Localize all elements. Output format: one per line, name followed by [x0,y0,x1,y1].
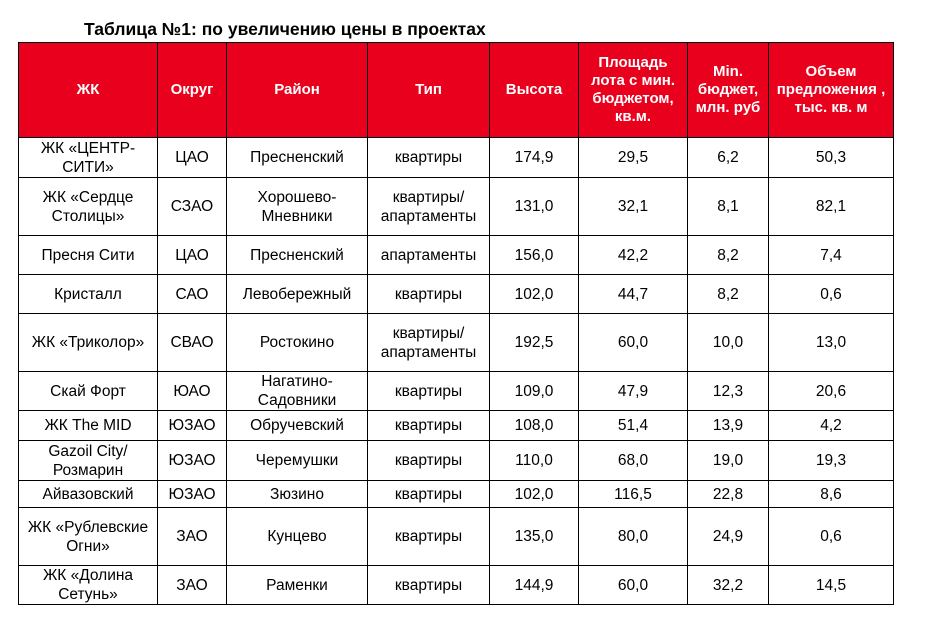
cell-min-budget: 19,0 [688,441,769,481]
cell-tip: квартиры [368,138,490,178]
cell-rayon: Левобережный [227,275,368,314]
cell-tip: квартиры [368,411,490,441]
cell-okrug: ЮЗАО [158,441,227,481]
cell-ploshchad: 80,0 [579,508,688,566]
header-obem: Объем предложения , тыс. кв. м [769,43,894,138]
cell-vysota: 109,0 [490,372,579,411]
cell-tip: квартиры [368,441,490,481]
cell-obem: 0,6 [769,508,894,566]
cell-ploshchad: 60,0 [579,566,688,605]
cell-okrug: ЮЗАО [158,411,227,441]
cell-ploshchad: 60,0 [579,314,688,372]
cell-min-budget: 8,2 [688,275,769,314]
cell-okrug: ЮАО [158,372,227,411]
cell-okrug: ЮЗАО [158,481,227,508]
cell-obem: 4,2 [769,411,894,441]
cell-obem: 20,6 [769,372,894,411]
cell-zhk: Пресня Сити [19,236,158,275]
cell-min-budget: 13,9 [688,411,769,441]
table-row [19,372,894,411]
cell-zhk: ЖК «Сердце Столицы» [19,178,158,236]
cell-vysota: 144,9 [490,566,579,605]
cell-min-budget: 22,8 [688,481,769,508]
cell-zhk: ЖК «Триколор» [19,314,158,372]
cell-rayon: Раменки [227,566,368,605]
cell-min-budget: 8,2 [688,236,769,275]
cell-zhk: Gazoil City/Розмарин [19,441,158,481]
header-tip: Тип [368,43,490,138]
cell-vysota: 102,0 [490,275,579,314]
table-row [19,236,894,275]
cell-obem: 50,3 [769,138,894,178]
cell-ploshchad: 68,0 [579,441,688,481]
cell-obem: 7,4 [769,236,894,275]
cell-rayon: Нагатино-Садовники [227,372,368,411]
cell-vysota: 110,0 [490,441,579,481]
header-vysota: Высота [490,43,579,138]
header-ploshchad: Площадь лота с мин. бюджетом, кв.м. [579,43,688,138]
cell-rayon: Обручевский [227,411,368,441]
table-title: Таблица №1: по увеличению цены в проектах [84,19,486,39]
cell-rayon: Кунцево [227,508,368,566]
cell-rayon: Хорошево-Мневники [227,178,368,236]
cell-min-budget: 10,0 [688,314,769,372]
cell-okrug: САО [158,275,227,314]
table-row [19,411,894,441]
cell-rayon: Черемушки [227,441,368,481]
header-min-budget: Min. бюджет, млн. руб [688,43,769,138]
cell-min-budget: 12,3 [688,372,769,411]
cell-tip: квартиры [368,508,490,566]
cell-tip: квартиры/апартаменты [368,178,490,236]
cell-vysota: 156,0 [490,236,579,275]
cell-rayon: Пресненский [227,138,368,178]
cell-ploshchad: 47,9 [579,372,688,411]
table-row [19,481,894,508]
cell-zhk: ЖК The MID [19,411,158,441]
cell-tip: квартиры [368,372,490,411]
cell-rayon: Зюзино [227,481,368,508]
cell-vysota: 102,0 [490,481,579,508]
cell-vysota: 135,0 [490,508,579,566]
table-row [19,566,894,605]
table-row [19,178,894,236]
cell-zhk: Айвазовский [19,481,158,508]
cell-obem: 19,3 [769,441,894,481]
cell-min-budget: 32,2 [688,566,769,605]
cell-obem: 82,1 [769,178,894,236]
cell-vysota: 174,9 [490,138,579,178]
cell-okrug: ЗАО [158,508,227,566]
cell-ploshchad: 116,5 [579,481,688,508]
cell-okrug: СЗАО [158,178,227,236]
cell-okrug: ЗАО [158,566,227,605]
header-okrug: Округ [158,43,227,138]
cell-okrug: ЦАО [158,236,227,275]
cell-tip: апартаменты [368,236,490,275]
cell-ploshchad: 44,7 [579,275,688,314]
cell-zhk: ЖК «Рублевские Огни» [19,508,158,566]
cell-tip: квартиры/апартаменты [368,314,490,372]
cell-rayon: Ростокино [227,314,368,372]
cell-obem: 14,5 [769,566,894,605]
table-row [19,275,894,314]
cell-min-budget: 24,9 [688,508,769,566]
cell-min-budget: 6,2 [688,138,769,178]
cell-vysota: 192,5 [490,314,579,372]
cell-okrug: СВАО [158,314,227,372]
price-increase-table [18,42,894,605]
cell-okrug: ЦАО [158,138,227,178]
table-header-row [19,43,894,138]
cell-obem: 0,6 [769,275,894,314]
cell-vysota: 131,0 [490,178,579,236]
cell-obem: 8,6 [769,481,894,508]
cell-zhk: ЖК «ЦЕНТР-СИТИ» [19,138,158,178]
cell-ploshchad: 51,4 [579,411,688,441]
cell-tip: квартиры [368,275,490,314]
cell-vysota: 108,0 [490,411,579,441]
table-row [19,314,894,372]
cell-ploshchad: 32,1 [579,178,688,236]
header-rayon: Район [227,43,368,138]
cell-obem: 13,0 [769,314,894,372]
cell-tip: квартиры [368,566,490,605]
cell-tip: квартиры [368,481,490,508]
cell-ploshchad: 29,5 [579,138,688,178]
cell-zhk: Кристалл [19,275,158,314]
cell-zhk: ЖК «Долина Сетунь» [19,566,158,605]
cell-min-budget: 8,1 [688,178,769,236]
table-row [19,138,894,178]
cell-rayon: Пресненский [227,236,368,275]
cell-zhk: Скай Форт [19,372,158,411]
table-row [19,508,894,566]
table-row [19,441,894,481]
cell-ploshchad: 42,2 [579,236,688,275]
header-zhk: ЖК [19,43,158,138]
